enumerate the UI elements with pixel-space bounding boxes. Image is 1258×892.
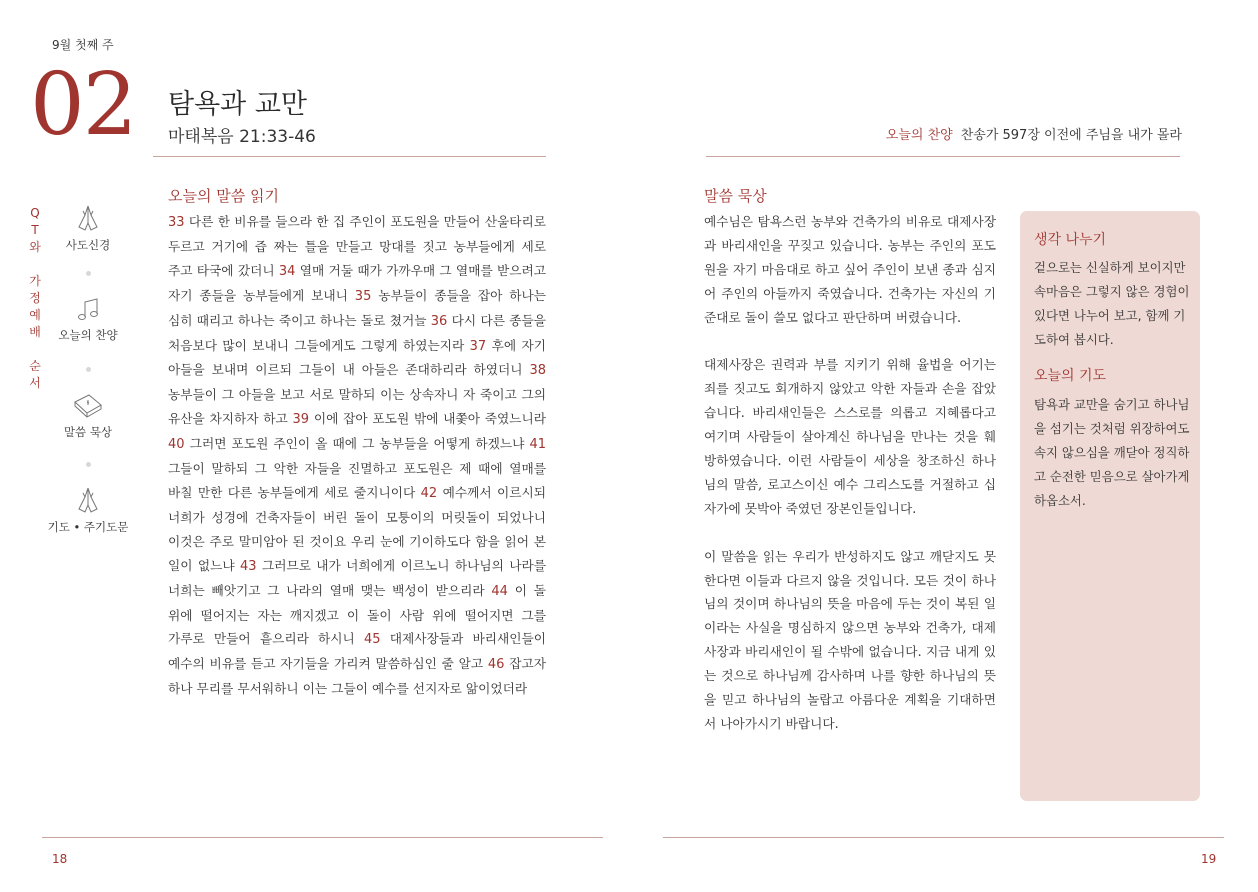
hymn-label: 오늘의 찬양 [885, 128, 953, 143]
vertical-char: T [31, 223, 39, 237]
verse-number: 45 [363, 632, 390, 648]
vertical-char: 순 [29, 359, 41, 373]
vertical-gap [28, 341, 42, 358]
scripture-text [168, 210, 546, 701]
verse-number: 39 [292, 412, 314, 428]
vertical-char: 예 [29, 308, 41, 322]
vertical-char: 배 [29, 325, 41, 339]
prayer-heading: 오늘의 기도 [1034, 368, 1107, 384]
sidebar-dot [86, 462, 91, 467]
verse-number: 41 [529, 437, 546, 453]
week-label: 9월 첫째 주 [52, 38, 114, 52]
verse-text: 농부들이 종들을 잡아 하나는 심히 때리고 하나는 죽이고 하나는 돌로 쳤거늘 [168, 287, 546, 328]
vertical-char: 와 [29, 240, 41, 254]
meditation-heading: 말씀 묵상 [704, 187, 767, 205]
verse-text: 이에 잡아 포도원 밖에 내쫓아 죽였느니라 [313, 411, 546, 427]
bible-icon [72, 392, 104, 420]
music-note-icon [76, 297, 100, 323]
verse-text: 다시 다른 종들을 처음보다 많이 보내니 그들에게도 그렇게 하였는지라 [168, 312, 546, 353]
header-rule-left [153, 156, 546, 157]
page-number-left: 18 [52, 852, 68, 866]
meditation-text [704, 210, 996, 760]
header-rule-right [706, 156, 1180, 157]
verse-number: 44 [491, 583, 515, 599]
verse-number: 37 [469, 338, 492, 354]
sidebar-dot [86, 367, 91, 372]
verse-text: 농부들이 그 아들을 보고 서로 말하되 이는 상속자니 자 죽이고 그의 유산을 차지하자 하고 [168, 387, 546, 427]
verse-number: 34 [278, 263, 300, 279]
hymn-title: 찬송가 597장 이전에 주님을 내가 몰라 [960, 128, 1182, 143]
praying-hands-icon [73, 485, 103, 515]
sidebar-item-label: 사도신경 [65, 238, 111, 252]
prayer-text: 탐욕과 교만을 숨기고 하나님을 섬기는 것처럼 위장하여도 속지 않으심을 깨닫아 정직하고 순전한 믿음으로 살아가게 하옵소서. [1034, 397, 1190, 508]
vertical-gap [28, 256, 42, 273]
sidebar-item-creed [33, 203, 143, 253]
sidebar-item-label: 기도 • 주기도문 [47, 520, 129, 534]
meditation-paragraph: 이 말씀을 읽는 우리가 반성하지도 않고 깨닫지도 못한다면 이들과 다르지 않을 것입니다. 모든 것이 하나님의 것이며 하나님의 뜻을 마음에 두는 것이 복된 일이라는 사실을 명심하지 않으면 농부와 건축가, 대제사장과 바리새인이 될 수밖에 없습니다. 지금 내게 있는 것으로 하나님께 감사하며 나를 향한 하나님의 뜻을 믿고 하나님의 놀랍고 아름다운 계획을 기대하면서 나아가시기 바랍니다. [704, 548, 996, 731]
verse-number: 36 [430, 313, 452, 329]
sidebar-item-hymn [33, 297, 143, 343]
meditation-paragraph: 예수님은 탐욕스런 농부와 건축가의 비유로 대제사장과 바리새인을 꾸짖고 있습니다. 농부는 주인의 포도원을 자기 마음대로 하고 싶어 주인이 보낸 종과 심지어 주인의 아들까지 죽였습니다. 건축가는 자신의 기준대로 돌이 쓸모 없다고 판단하며 버렸습니다. [704, 214, 996, 325]
verse-number: 35 [354, 288, 379, 304]
page-title: 탐욕과 교만 [168, 89, 307, 120]
verse-number: 38 [529, 363, 546, 379]
verse-number: 33 [168, 215, 189, 230]
sidebar-dot [86, 271, 91, 276]
vertical-char: 서 [29, 376, 41, 390]
verse-text: 이 돌 위에 떨어지는 자는 깨지겠고 이 돌이 사람 위에 떨어지면 그를 가루로 만들어 흩으리라 하시니 [168, 582, 546, 647]
vertical-char: 정 [29, 291, 41, 305]
meditation-paragraph: 대제사장은 권력과 부를 지키기 위해 율법을 어기는 죄를 짓고도 회개하지 않았고 악한 자들과 손을 잡았습니다. 바리새인들은 스스로를 의롭고 지혜롭다고 여기며 사람들이 살아계신 하나님을 만나는 것을 훼방하였습니다. 이런 사람들이 세상을 창조하신 하나님의 말씀, 로고스이신 예수 그리스도를 거절하고 십자가에 못박아 죽였던 장본인들입니다. [704, 357, 996, 516]
vertical-char: 가 [29, 274, 41, 288]
todays-hymn [886, 124, 1182, 143]
sidebar-item-meditation [33, 392, 143, 440]
verse-text: 그러면 포도원 주인이 올 때에 그 농부들을 어떻게 하겠느냐 [189, 436, 530, 452]
verse-text: 다른 한 비유를 들으라 한 집 주인이 포도원을 만들어 산울타리로 두르고 거기에 즙 짜는 틀을 만들고 망대를 짓고 농부들에게 세로 주고 타국에 갔더니 [168, 214, 546, 278]
verse-text: 예수께서 이르시되 너희가 성경에 건축자들이 버린 돌이 모퉁이의 머릿돌이 되었나니 이것은 주로 말미암아 된 것이요 우리 눈에 기이하도다 함을 읽어 본 일이 없느냐 [168, 484, 546, 573]
share-text: 겉으로는 신실하게 보이지만 속마음은 그렇지 않은 경험이 있다면 나누어 보고, 함께 기도하여 봅시다. [1034, 260, 1190, 347]
verse-number: 46 [487, 657, 510, 673]
vertical-char: Q [30, 206, 40, 220]
verse-text: 그들이 말하되 그 악한 자들을 진멸하고 포도원은 제 때에 열매를 바칠 만한 다른 농부들에게 세로 줄지니이다 [168, 461, 546, 500]
verse-text: 후에 자기 아들을 보내며 이르되 그들이 내 아들은 존대하리라 하였더니 [168, 337, 546, 378]
lesson-number: 02 [30, 55, 136, 155]
reading-heading: 오늘의 말씀 읽기 [168, 187, 279, 205]
verse-text: 열매 거둘 때가 가까우매 그 열매를 받으려고 자기 종들을 농부들에게 보내니 [168, 262, 546, 303]
praying-hands-icon [73, 203, 103, 233]
verse-number: 40 [168, 437, 190, 453]
sidebar-item-label: 말씀 묵상 [63, 425, 113, 439]
page-number-right: 19 [1201, 852, 1217, 866]
sidebar-item-prayer [33, 485, 143, 535]
sidebar-item-label: 오늘의 찬양 [58, 328, 118, 342]
verse-text: 그러므로 내가 너희에게 이르노니 하나님의 나라를 너희는 빼앗기고 그 나라의 열매 맺는 백성이 받으리라 [168, 557, 546, 598]
verse-text: 대제사장들과 바리새인들이 예수의 비유를 듣고 자기들을 가리켜 말씀하심인 줄 알고 [168, 631, 546, 672]
share-heading: 생각 나누기 [1034, 232, 1107, 248]
verse-number: 42 [420, 485, 443, 501]
verse-number: 43 [239, 558, 262, 574]
footer-rule-left [42, 837, 603, 838]
verse-text: 잡고자 하나 무리를 무서워하니 이는 그들이 예수를 선지자로 앎이었더라 [168, 656, 546, 697]
footer-rule-right [663, 837, 1224, 838]
scripture-reference: 마태복음 21:33-46 [168, 127, 316, 147]
